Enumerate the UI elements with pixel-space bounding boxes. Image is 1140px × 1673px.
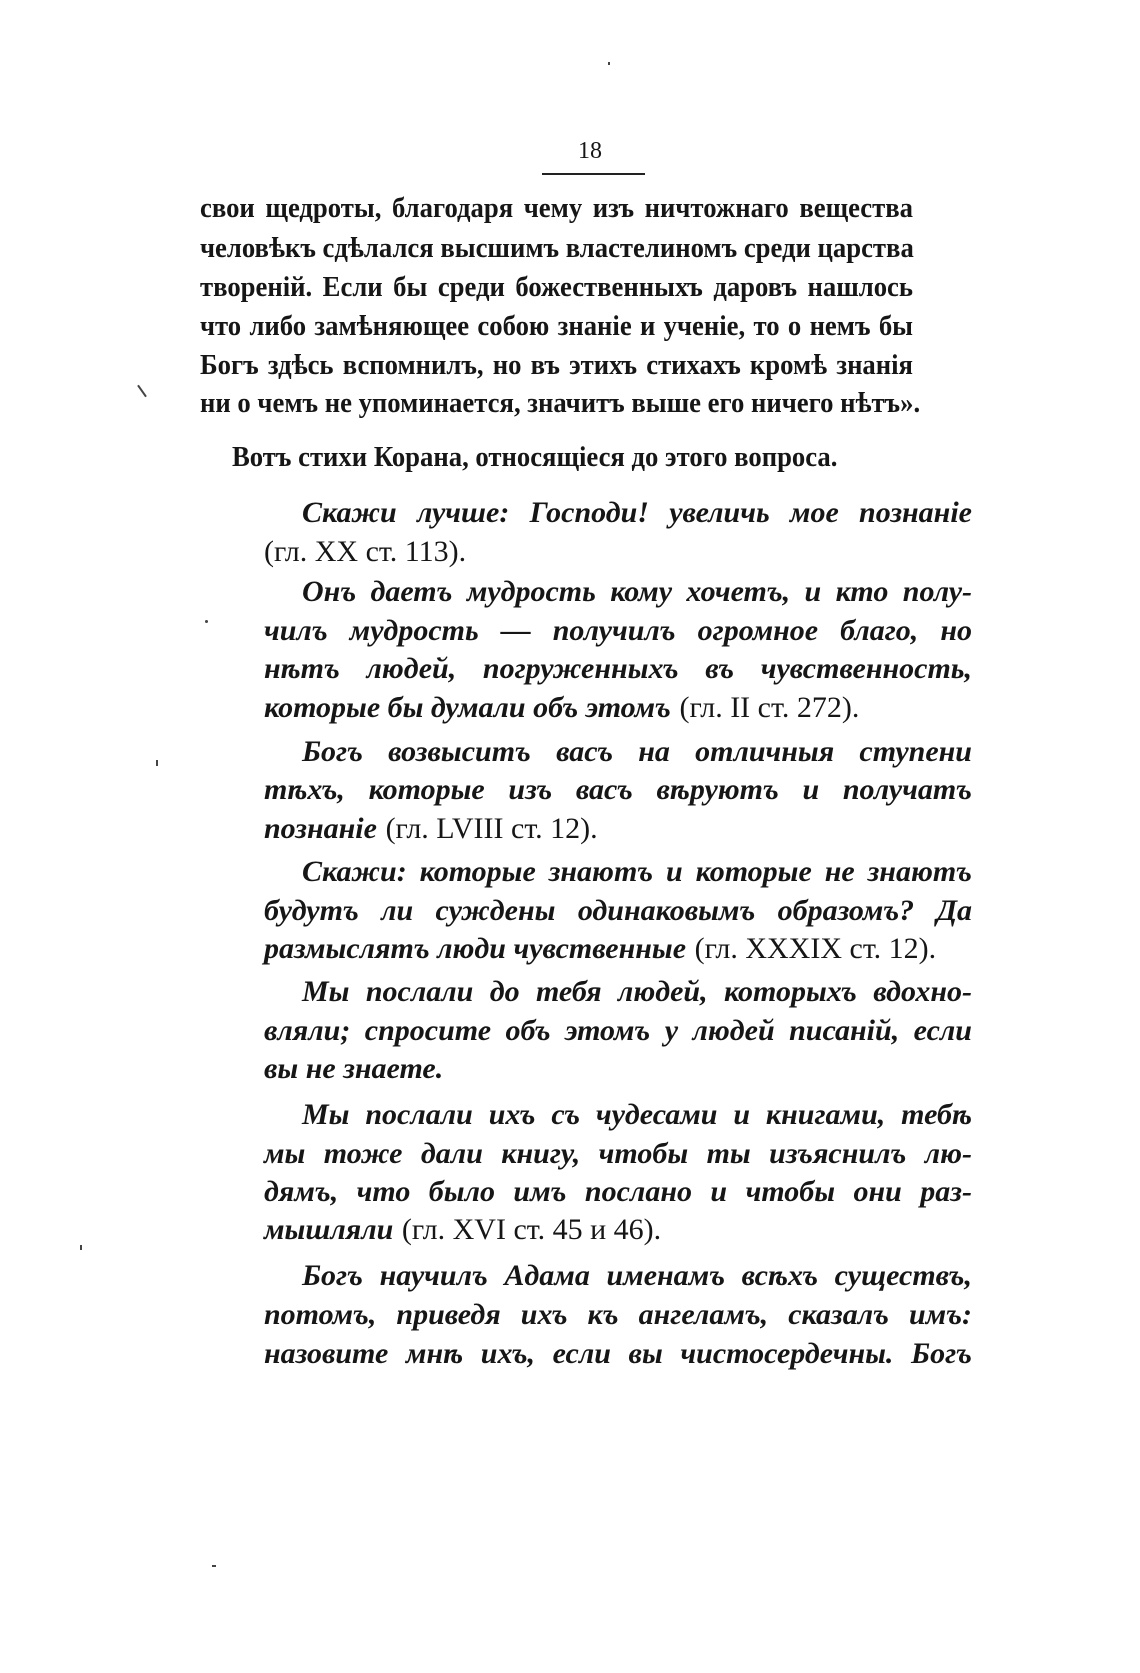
scan-speck [205,620,208,623]
verse-last-line [264,810,598,849]
lead-line: Вотъ стихи Корана, относящіеся до этого вопроса. [232,441,838,473]
verse-text: размыслятъ люди чувственные [264,932,687,965]
intro-line: ни о чемъ не упоминается, значитъ выше его ничего нѣтъ». [200,387,921,419]
verse-line: вы не знаете. [264,1052,444,1085]
intro-line: твореній. Если бы среди божественныхъ даровъ нашлось [200,271,913,303]
verse-reference: (гл. LVIII ст. 12). [385,812,598,845]
verse-line: потомъ, приведя ихъ къ ангеламъ, сказалъ имъ: [264,1298,972,1331]
intro-line: что либо замѣняющее собою знаніе и ученіе, то о немъ бы [200,310,913,342]
scan-speck [156,760,158,766]
scan-speck [80,1245,82,1250]
verse-line: тѣхъ, которые изъ васъ вѣруютъ и получатъ [264,773,972,806]
verse-reference: (гл. XXXIX ст. 12). [694,932,937,965]
page-number-rule [542,173,645,175]
verse-line: мы тоже дали книгу, чтобы ты изъяснилъ лю- [264,1137,972,1170]
intro-line: Богъ здѣсь вспомнилъ, но въ этихъ стихахъ кромѣ знанія [200,349,913,381]
verse-text: познаніе [264,812,377,845]
verse-line: дямъ, что было имъ послано и чтобы они раз- [264,1175,972,1208]
verse-line: будутъ ли суждены одинаковымъ образомъ? Да [264,894,972,927]
scan-speck [137,385,147,398]
verse-text: которые бы думали объ этомъ [264,691,671,724]
verse-line: назовите мнѣ ихъ, если вы чистосердечны. Богъ [264,1337,972,1370]
verse-line: Богъ возвыситъ васъ на отличныя ступени [302,735,972,768]
verse-last-line [264,1211,661,1250]
verse-line: Мы послали до тебя людей, которыхъ вдохно- [302,975,972,1008]
verse-text: мышляли [264,1213,394,1246]
verse-reference: (гл. XVI ст. 45 и 46). [401,1213,662,1246]
verse-line: Онъ даетъ мудрость кому хочетъ, и кто полу- [302,575,972,608]
verse-line: нѣтъ людей, погруженныхъ въ чувственность, [264,652,972,685]
verse-last-line [264,533,466,572]
verse-line: Скажи лучше: Господи! увеличь мое познаніе [302,496,972,529]
intro-line: свои щедроты, благодаря чему изъ ничтожнаго вещества [200,192,913,224]
page-number: 18 [578,138,602,164]
verse-line: вляли; спросите объ этомъ у людей писаній, если [264,1014,972,1047]
verse-line: чилъ мудрость — получилъ огромное благо, но [264,614,972,647]
verse-last-line [264,930,936,969]
intro-line: человѣкъ сдѣлался высшимъ властелиномъ среди царства [200,232,914,264]
scan-speck [212,1565,216,1567]
verse-line: Мы послали ихъ съ чудесами и книгами, тебѣ [302,1098,972,1131]
verse-last-line [264,689,859,728]
verse-reference: (гл. II ст. 272). [679,691,860,724]
verse-line: Богъ научилъ Адама именамъ всѣхъ существъ, [302,1259,972,1292]
verse-reference: (гл. XX ст. 113). [264,535,467,568]
scan-speck [608,62,610,65]
verse-line: Скажи: которые знаютъ и которые не знаютъ [302,855,972,888]
